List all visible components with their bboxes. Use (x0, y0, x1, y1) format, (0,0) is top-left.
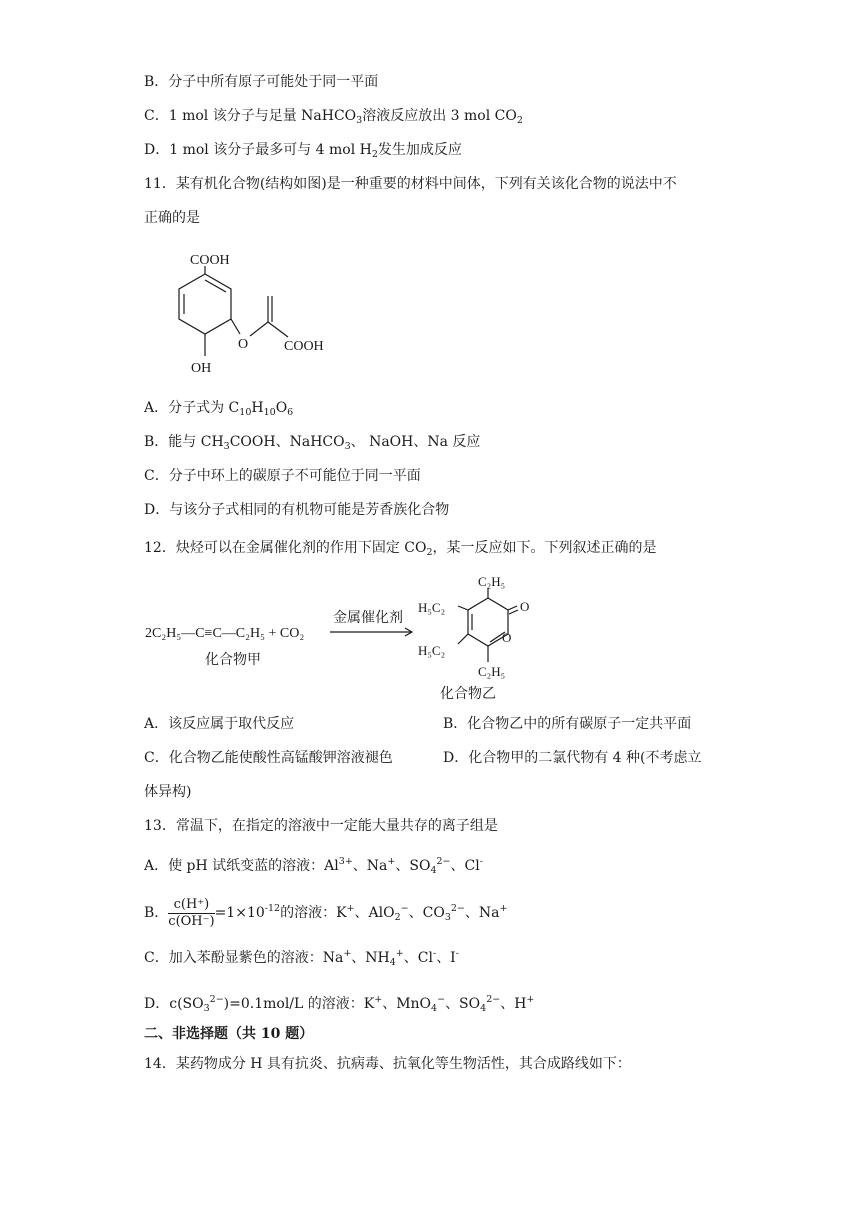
q11-option-d: D．与该分子式相同的有机物可能是芳香族化合物 (144, 502, 450, 518)
q12-option-a: A．该反应属于取代反应 (144, 716, 295, 732)
q12-product-h5c2-left1: H₅C₂ (418, 600, 446, 615)
q11-structure-diagram (160, 244, 350, 380)
q13-b-fraction: $\frac{c(H^+)}{c(OH^-)}$ (168, 896, 215, 929)
q14-stem: 14．某药物成分 H 具有抗炎、抗病毒、抗氧化等生物活性，其合成路线如下： (144, 1056, 631, 1072)
q11-oh: OH (191, 361, 212, 376)
q13-option-a: A．使 pH 试纸变蓝的溶液：$Al^{3+}$、Na+、$SO_4^{2-}$、Cl- (144, 856, 483, 876)
q12-option-b: B．化合物乙中的所有碳原子一定共平面 (443, 716, 692, 732)
q12-reactant: 2C₂H₅—C≡C—C₂H₅ + CO₂ (145, 626, 305, 641)
q12-product-h5c2-left2: H₅C₂ (418, 643, 446, 658)
q12-reaction-diagram (140, 570, 560, 705)
q10-option-c: C．1 mol 该分子与足量 NaHCO$_3$溶液反应放出 3 mol $CO_2$ (144, 108, 523, 126)
q12-option-c: C．化合物乙能使酸性高锰酸钾溶液褪色 (144, 750, 393, 766)
q13-option-d: D．$c(SO_3^{2-})=0.1mol/L$ 的溶液：K+、MnO$_4$−、$SO_4^{2-}$、H+ (144, 994, 535, 1014)
q11-stem-line2: 正确的是 (144, 210, 200, 226)
section2-title: 二、非选择题（共 10 题） (144, 1026, 314, 1042)
q12-product-c2h5-top: C₂H₅ (478, 574, 506, 589)
q11-cooh-side: COOH (284, 339, 324, 354)
q10-option-d: D．1 mol 该分子最多可与 4 mol $H_2$发生加成反应 (144, 142, 462, 160)
q12-option-d-cont: 体异构) (144, 784, 192, 800)
q12-product-name: 化合物乙 (440, 687, 496, 702)
q12-product-c2h5-bottom: C₂H₅ (478, 664, 506, 679)
q13-option-b: B． $\frac{c(H^+)}{c(OH^-)}$ $=1\times 10^{-12}$的溶液：K+、AlO$_2$−、$CO_3^{2-}$、Na+ (144, 896, 508, 929)
q12-product-o-carbonyl: O (520, 599, 530, 614)
q12-reactant-name: 化合物甲 (205, 653, 261, 668)
q11-cooh-top: COOH (190, 253, 230, 268)
q10-option-b: B．分子中所有原子可能处于同一平面 (144, 74, 379, 90)
q11-option-b: B．能与 $CH_3COOH$、NaHCO$_3$、 NaOH、Na 反应 (144, 434, 481, 452)
q11-option-c: C．分子中环上的碳原子不可能位于同一平面 (144, 468, 421, 484)
q12-catalyst: 金属催化剂 (333, 611, 403, 626)
q11-option-a: A．分子式为 $C_{10}H_{10}O_6$ (144, 400, 294, 418)
q12-option-d: D．化合物甲的二氯代物有 4 种(不考虑立 (443, 750, 702, 766)
q13-option-c: C．加入苯酚显紫色的溶液：Na+、$NH_4^+$、Cl-、I- (144, 948, 459, 968)
q13-stem: 13．常温下，在指定的溶液中一定能大量共存的离子组是 (144, 818, 498, 834)
q12-product-o-ring: O (502, 630, 512, 645)
q11-ether-o: O (238, 337, 249, 352)
q12-stem: 12．炔烃可以在金属催化剂的作用下固定 $CO_2$，某一反应如下。下列叙述正确的是 (144, 540, 657, 558)
q11-stem-line1: 11．某有机化合物(结构如图)是一种重要的材料中间体，下列有关该化合物的说法中不 (144, 176, 677, 192)
